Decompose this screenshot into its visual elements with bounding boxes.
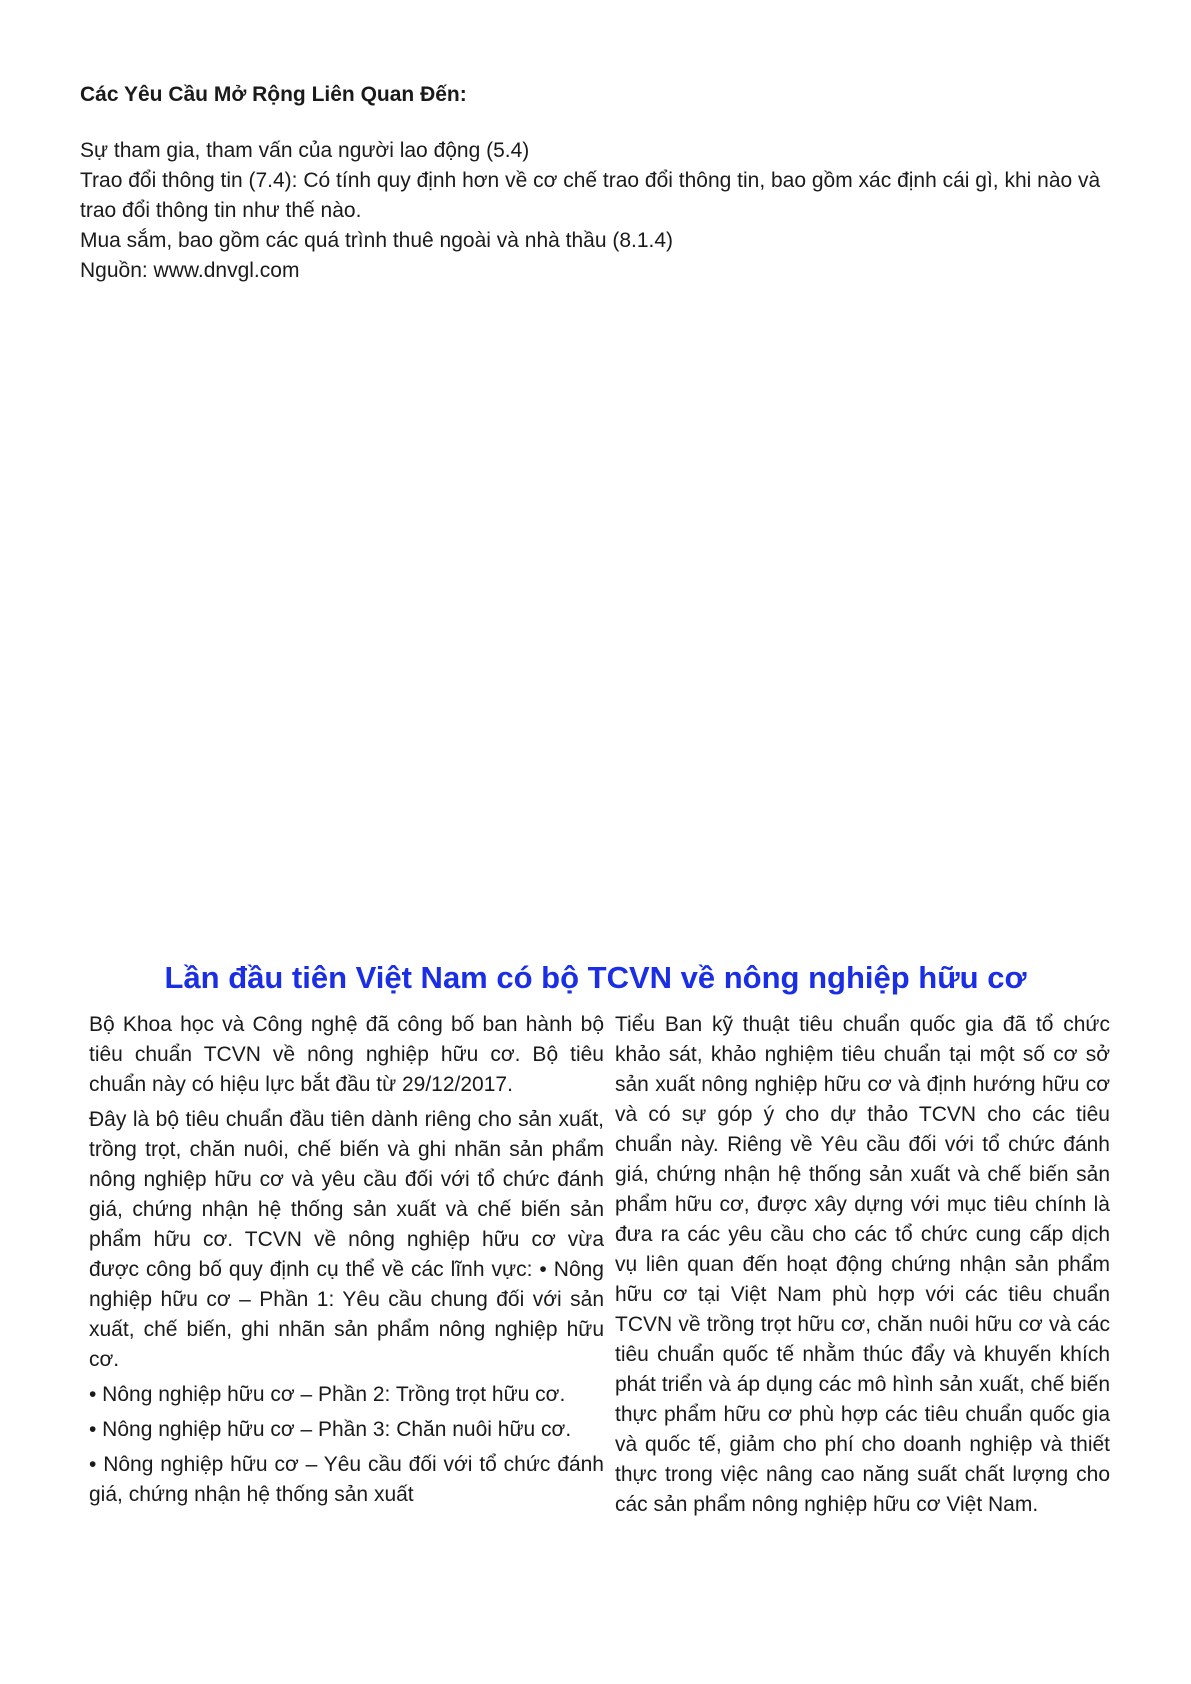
- source-line: Nguồn: www.dnvgl.com: [80, 259, 300, 282]
- requirements-section: [80, 80, 1120, 286]
- requirement-line-communication: Trao đổi thông tin (7.4): Có tính quy định hơn về cơ chế trao đổi thông tin, bao gồm xác định cái gì, khi nào và trao đổi thông tin như thế nào.: [80, 169, 1101, 222]
- article-column-right: [615, 1010, 1110, 1525]
- article-paragraph: Bộ Khoa học và Công nghệ đã công bố ban hành bộ tiêu chuẩn TCVN về nông nghiệp hữu cơ. Bộ tiêu chuẩn này có hiệu lực bắt đầu từ 29/12/2017.: [89, 1013, 604, 1096]
- article-paragraph: • Nông nghiệp hữu cơ – Phần 3: Chăn nuôi hữu cơ.: [89, 1418, 572, 1441]
- article-paragraph: • Nông nghiệp hữu cơ – Yêu cầu đối với tổ chức đánh giá, chứng nhận hệ thống sản xuất: [89, 1453, 604, 1506]
- requirements-heading: Các Yêu Cầu Mở Rộng Liên Quan Đến:: [80, 83, 467, 106]
- article-column-left: [89, 1010, 604, 1515]
- article-paragraph: Tiểu Ban kỹ thuật tiêu chuẩn quốc gia đã tổ chức khảo sát, khảo nghiệm tiêu chuẩn tại một số cơ sở sản xuất nông nghiệp hữu cơ và định hướng hữu cơ và có sự góp ý cho dự thảo TCVN cho các tiêu chuẩn này. Riêng về Yêu cầu đối với tổ chức đánh giá, chứng nhận hệ thống sản xuất và chế biến sản phẩm hữu cơ, được xây dựng với mục tiêu chính là đưa ra các yêu cầu cho các tổ chức cung cấp dịch vụ liên quan đến hoạt động chứng nhận sản phẩm hữu cơ tại Việt Nam phù hợp với các tiêu chuẩn TCVN về trồng trọt hữu cơ, chăn nuôi hữu cơ và các tiêu chuẩn quốc tế nhằm thúc đẩy và khuyến khích phát triển và áp dụng các mô hình sản xuất, chế biến thực phẩm hữu cơ phù hợp các tiêu chuẩn quốc gia và quốc tế, giảm cho phí cho doanh nghiệp và thiết thực trong việc nâng cao năng suất chất lượng cho các sản phẩm nông nghiệp hữu cơ Việt Nam.: [615, 1013, 1110, 1516]
- article-title: Lần đầu tiên Việt Nam có bộ TCVN về nông nghiệp hữu cơ: [164, 960, 1027, 995]
- requirement-line-participation: Sự tham gia, tham vấn của người lao động (5.4): [80, 139, 530, 162]
- article-paragraph: • Nông nghiệp hữu cơ – Phần 2: Trồng trọt hữu cơ.: [89, 1383, 566, 1406]
- article-paragraph: Đây là bộ tiêu chuẩn đầu tiên dành riêng cho sản xuất, trồng trọt, chăn nuôi, chế biến và ghi nhãn sản phẩm nông nghiệp hữu cơ và yêu cầu đối với tổ chức đánh giá, chứng nhận hệ thống sản xuất và chế biến sản phẩm hữu cơ. TCVN về nông nghiệp hữu cơ vừa được công bố quy định cụ thể về các lĩnh vực: • Nông nghiệp hữu cơ – Phần 1: Yêu cầu chung đối với sản xuất, chế biến, ghi nhãn sản phẩm nông nghiệp hữu cơ.: [89, 1108, 604, 1371]
- requirement-line-procurement: Mua sắm, bao gồm các quá trình thuê ngoài và nhà thầu (8.1.4): [80, 229, 674, 252]
